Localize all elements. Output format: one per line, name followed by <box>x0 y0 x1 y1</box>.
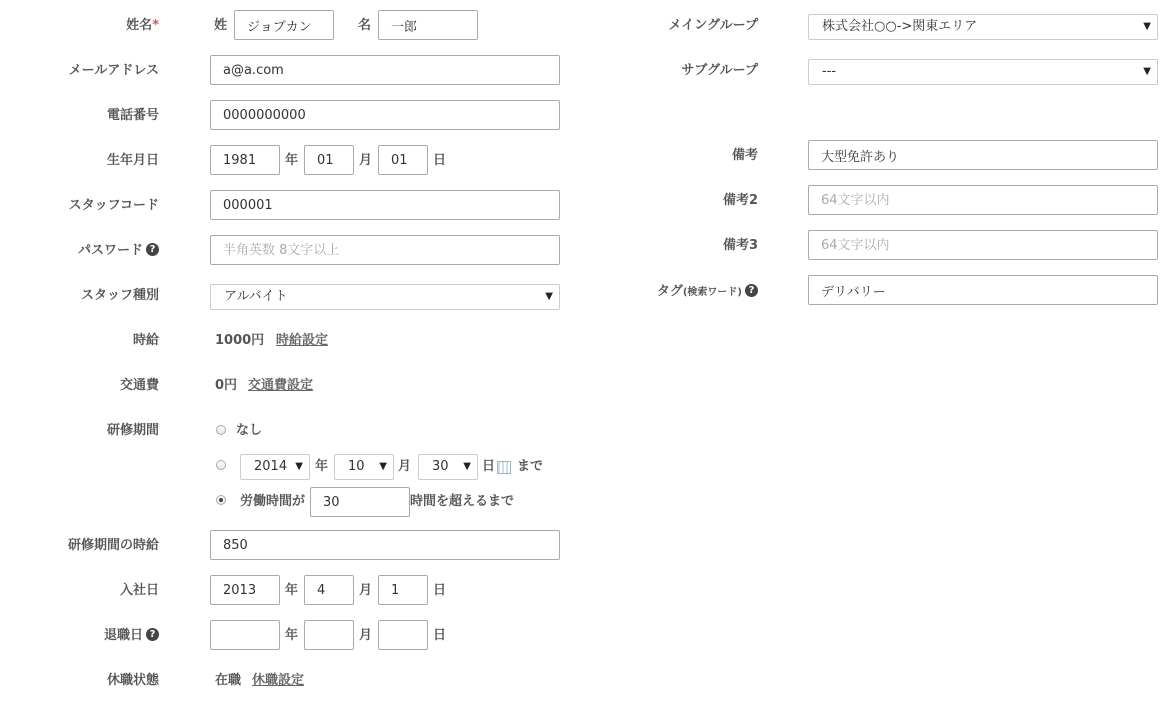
staff-code-field[interactable] <box>210 190 560 220</box>
caret-down-icon: ▼ <box>1143 66 1151 77</box>
birth-month-unit: 月 <box>359 153 373 168</box>
main-group-selected: 株式会社○○->関東エリア <box>822 19 978 34</box>
training-hours-radio[interactable] <box>216 495 226 505</box>
question-circle-icon[interactable]: ? <box>745 284 758 297</box>
join-year-input[interactable] <box>210 575 280 605</box>
birth-year-unit: 年 <box>285 153 299 168</box>
leave-date-label-text: 退職日 <box>103 628 143 643</box>
hourly-wage-label: 時給 <box>132 333 159 348</box>
training-date-radio[interactable] <box>216 460 226 470</box>
note1-label: 備考 <box>731 148 758 163</box>
transport-label: 交通費 <box>119 378 159 393</box>
training-year-selected: 2014 <box>254 459 288 474</box>
leave-day-unit: 日 <box>433 628 447 643</box>
note1-field[interactable] <box>808 140 1158 170</box>
main-group-label: メイングループ <box>668 18 758 33</box>
birth-year-input[interactable] <box>210 145 280 175</box>
note3-field[interactable] <box>808 230 1158 260</box>
join-day-input[interactable] <box>378 575 428 605</box>
birth-day-unit: 日 <box>433 153 447 168</box>
name-label <box>126 16 159 36</box>
training-month-selected: 10 <box>348 459 365 474</box>
calendar-icon[interactable] <box>497 461 511 474</box>
phone-label: 電話番号 <box>106 108 159 123</box>
training-wage-label: 研修期間の時給 <box>67 538 159 553</box>
training-period-label: 研修期間 <box>106 423 159 438</box>
training-hours-input[interactable] <box>310 487 410 517</box>
caret-down-icon: ▼ <box>463 461 471 472</box>
training-hours-suffix: 時間を超えるまで <box>410 494 515 509</box>
training-hours-prefix: 労働時間が <box>240 494 306 509</box>
staff-code-label: スタッフコード <box>68 198 159 213</box>
leave-year-input[interactable] <box>210 620 280 650</box>
first-name-label: 名 <box>358 18 372 33</box>
sub-group-label: サブグループ <box>681 63 758 78</box>
hourly-wage-settings-link[interactable]: 時給設定 <box>276 333 329 348</box>
leave-month-input[interactable] <box>304 620 354 650</box>
first-name-input[interactable] <box>378 10 478 40</box>
training-none-radio[interactable] <box>216 425 226 435</box>
sub-group-select[interactable] <box>808 59 1158 85</box>
note2-label: 備考2 <box>722 193 758 208</box>
join-month-unit: 月 <box>359 583 373 598</box>
tag-label <box>657 282 758 303</box>
question-circle-icon[interactable]: ? <box>146 628 159 641</box>
password-field[interactable] <box>210 235 560 265</box>
training-year-select[interactable] <box>240 454 310 480</box>
leave-year-unit: 年 <box>285 628 299 643</box>
birth-day-input[interactable] <box>378 145 428 175</box>
join-date-label: 入社日 <box>119 583 159 598</box>
password-label-text: パスワード <box>77 243 143 258</box>
training-wage-field[interactable] <box>210 530 560 560</box>
email-label: メールアドレス <box>68 63 159 78</box>
training-day-selected: 30 <box>432 459 449 474</box>
leave-date-label <box>104 626 159 646</box>
caret-down-icon: ▼ <box>295 461 303 472</box>
caret-down-icon: ▼ <box>1143 21 1151 32</box>
leave-month-unit: 月 <box>359 628 373 643</box>
leave-day-input[interactable] <box>378 620 428 650</box>
training-until-label: まで <box>517 459 544 474</box>
phone-field[interactable] <box>210 100 560 130</box>
email-field[interactable] <box>210 55 560 85</box>
required-mark: * <box>152 18 159 33</box>
tag-label-sub: (検索ワード) <box>682 287 742 298</box>
leave-settings-link[interactable]: 休職設定 <box>252 673 305 688</box>
last-name-input[interactable] <box>234 10 334 40</box>
birthdate-label: 生年月日 <box>106 153 159 168</box>
tag-label-text: タグ <box>656 284 683 299</box>
training-month-unit: 月 <box>398 459 412 474</box>
note3-label: 備考3 <box>722 238 758 253</box>
staff-type-selected: アルバイト <box>224 289 288 304</box>
join-month-input[interactable] <box>304 575 354 605</box>
hourly-wage-value: 1000円 <box>215 333 265 348</box>
password-label <box>78 241 159 261</box>
question-circle-icon[interactable]: ? <box>146 243 159 256</box>
main-group-select[interactable] <box>808 14 1158 40</box>
caret-down-icon: ▼ <box>379 461 387 472</box>
training-month-select[interactable] <box>334 454 394 480</box>
staff-type-select[interactable] <box>210 284 560 310</box>
training-none-label: なし <box>236 423 263 438</box>
transport-settings-link[interactable]: 交通費設定 <box>248 378 314 393</box>
name-label-text: 姓名 <box>126 18 153 33</box>
training-day-select[interactable] <box>418 454 478 480</box>
join-year-unit: 年 <box>285 583 299 598</box>
tag-field[interactable] <box>808 275 1158 305</box>
transport-value: 0円 <box>215 378 238 393</box>
training-year-unit: 年 <box>315 459 329 474</box>
last-name-label: 姓 <box>214 18 228 33</box>
leave-status-value: 在職 <box>215 673 242 688</box>
leave-status-label: 休職状態 <box>106 673 159 688</box>
training-day-unit: 日 <box>482 459 496 474</box>
staff-type-label: スタッフ種別 <box>80 288 159 303</box>
note2-field[interactable] <box>808 185 1158 215</box>
sub-group-selected: --- <box>822 64 837 79</box>
birth-month-input[interactable] <box>304 145 354 175</box>
caret-down-icon: ▼ <box>545 291 553 302</box>
join-day-unit: 日 <box>433 583 447 598</box>
